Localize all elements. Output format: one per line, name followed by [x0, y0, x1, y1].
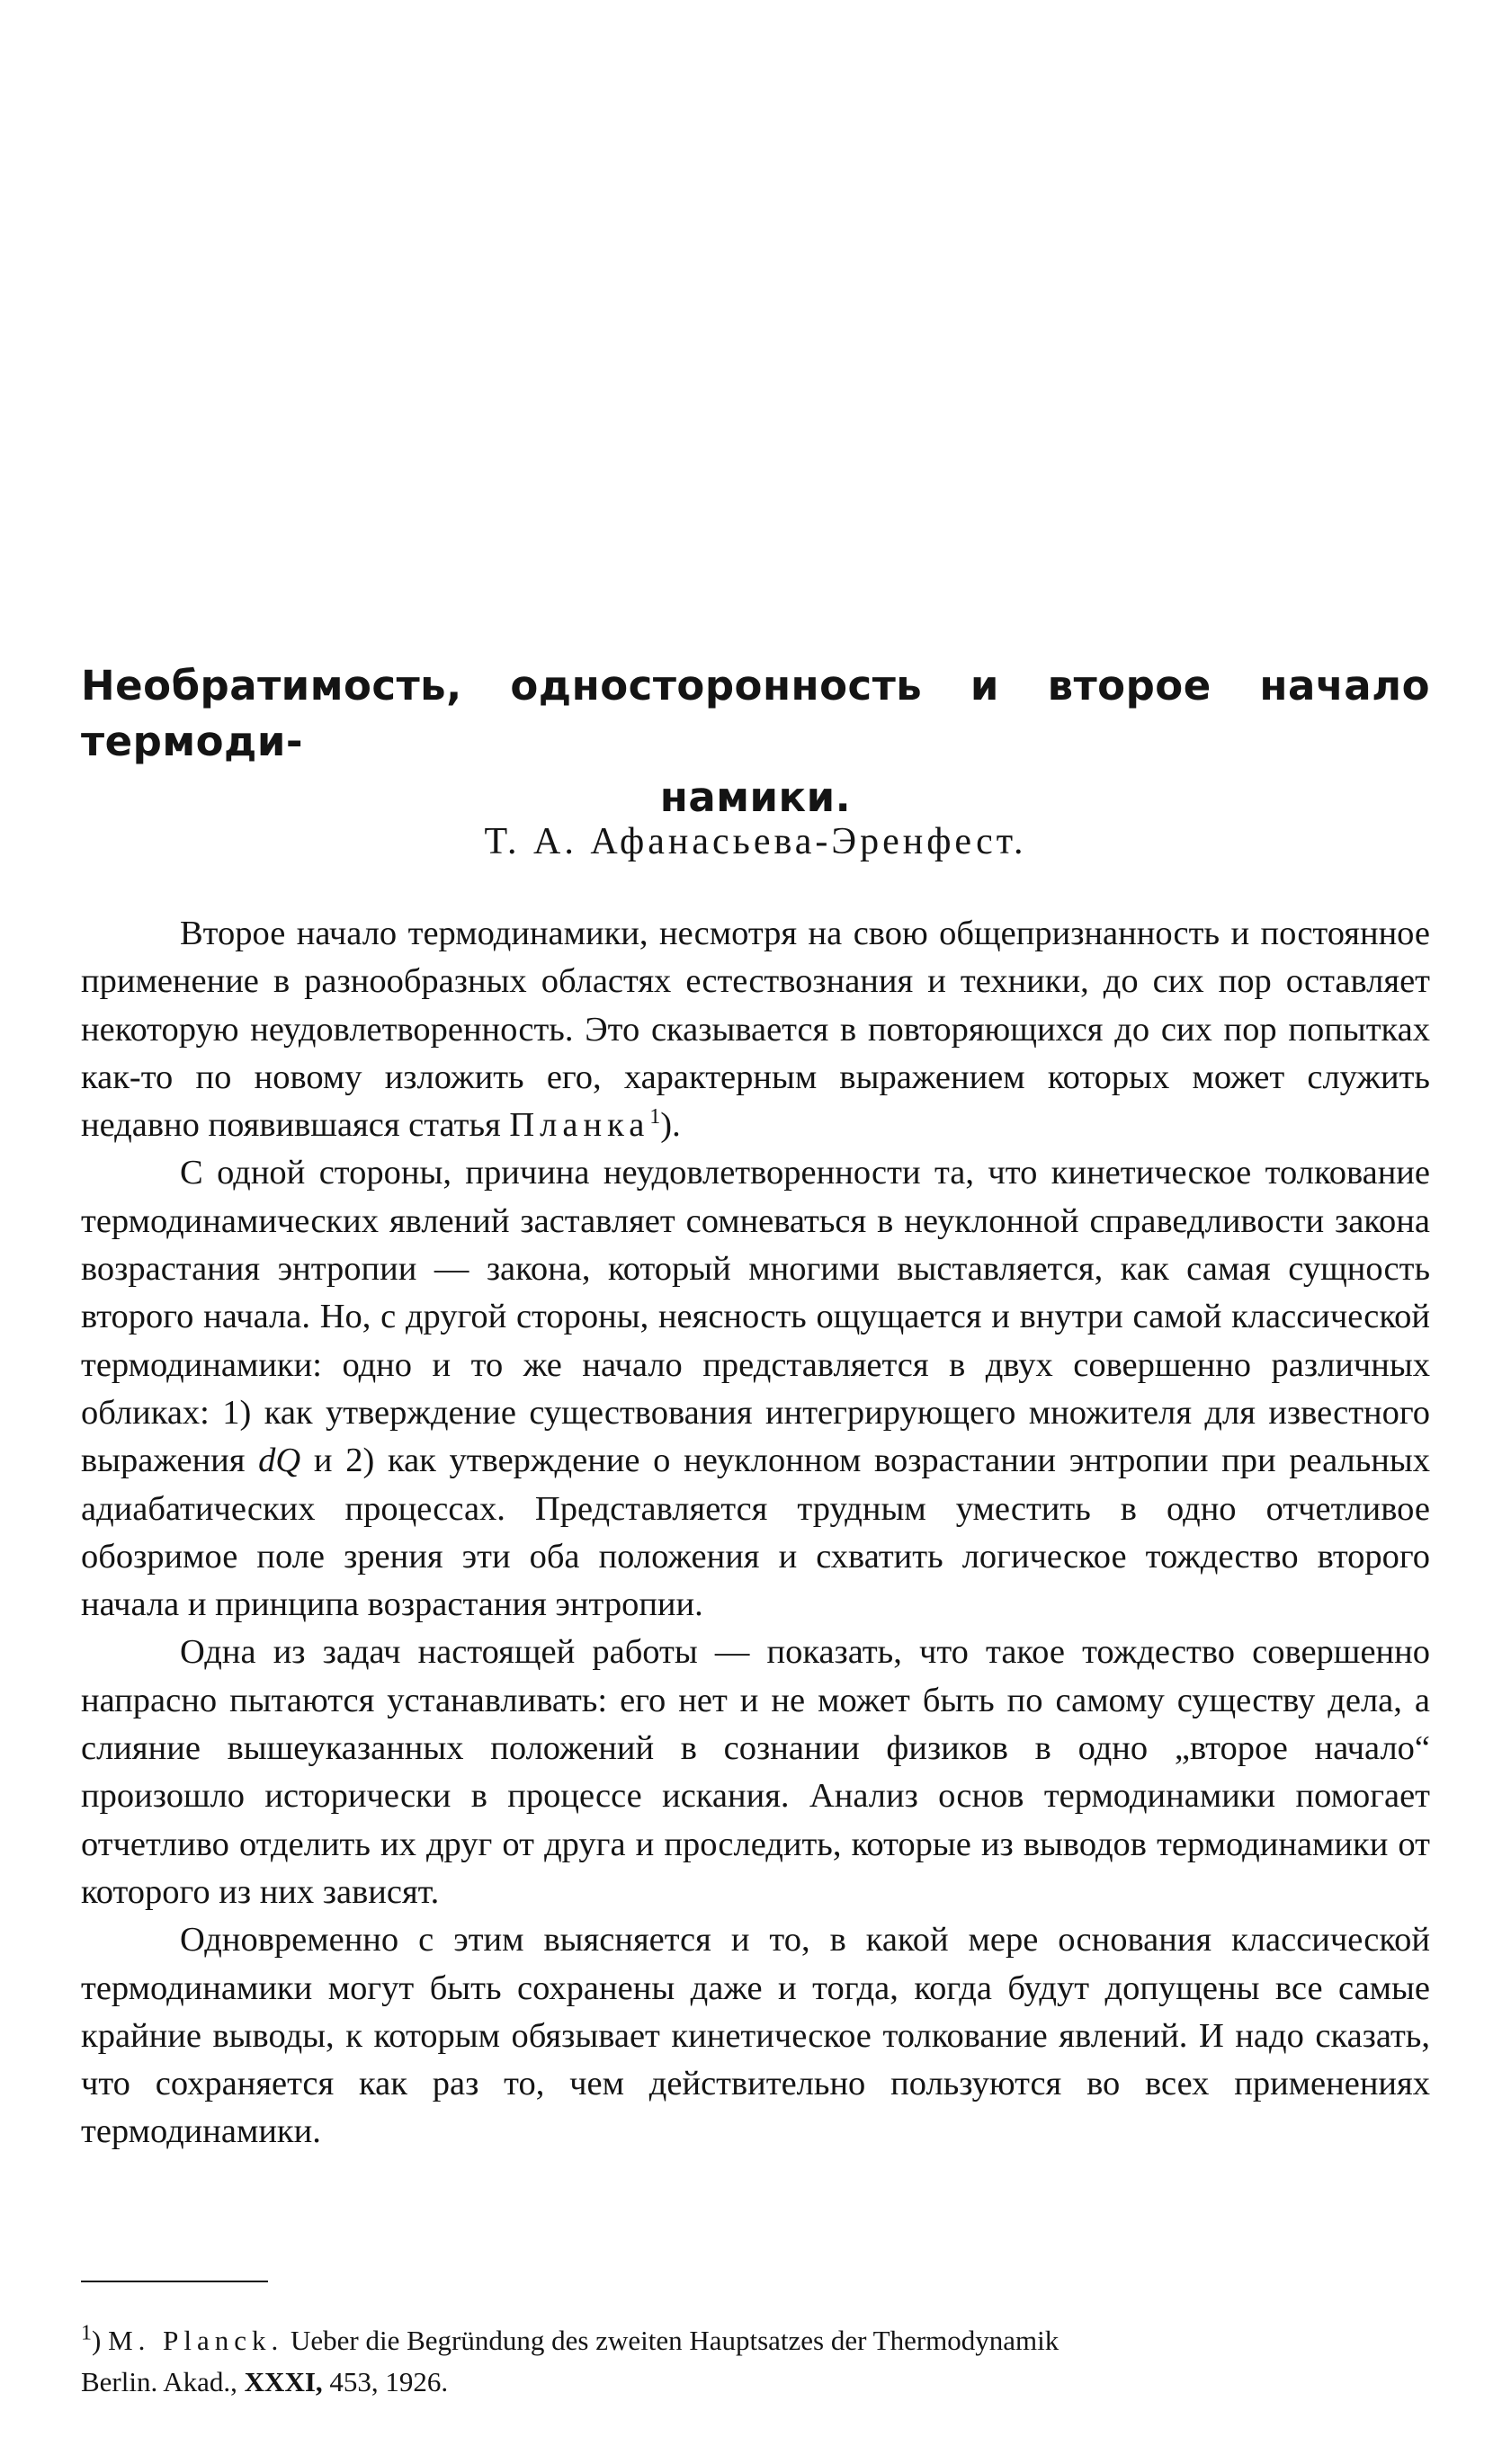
footnote-1 [81, 2320, 1430, 2403]
article-title-line-2: намики. [659, 773, 852, 821]
paragraph-2-text-b: и 2) как утверждение о неуклонном возрастании энтропии при реальных адиабатических процессах. Представляется трудным уместить в одно отчетливое обозримое поле зрения эти оба положения и схватить логическое тождество второго начала и принципа возрастания энтропии. [81, 1442, 1430, 1624]
footnote-volume: XXXI, [244, 2366, 323, 2397]
paragraph-4: Одновременно с этим выясняется и то, в какой мере основания классической термодинамики могут быть сохранены даже и тогда, когда будут допущены все самые крайние выводы, к которым обязывает кинетическое толкование явлений. И надо сказать, что сохраняется как раз то, чем действительно пользуются во всех применениях термодинамики. [81, 1921, 1430, 2151]
paragraph-2-text-a: С одной стороны, причина неудовлетворенности та, что кинетическое толкование термодинамических явлений заставляет сомневаться в неуклонной справедливости закона возрастания энтропии — закона, который многими выставляется, как самая сущность второго начала. Но, с другой стороны, неясность ощущается и внутри самой классической термодинамики: одно и то же начало представляется в двух совершенно различных обликах: 1) как утверждение существования интегрирующего множителя для известного выражения [81, 1154, 1430, 1480]
footnote-source: Berlin. Akad., [81, 2366, 237, 2397]
paragraph-1 [81, 910, 1430, 1149]
cited-author: Планка [509, 1106, 650, 1145]
footnote-marker-close: ) [92, 2325, 102, 2356]
paragraph-2 [81, 1149, 1430, 1629]
footnote-marker: 1 [81, 2321, 92, 2345]
paragraph-1-text: Второе начало термодинамики, несмотря на свою общепризнанность и постоянное применение в разнообразных областях естествознания и техники, до сих пор оставляет некоторую неудовлетворенность. Это сказывается в повторяющихся до сих пор попытках как-то по новому изложить его, характерным выражением которых может служить недавно появившаяся статья [81, 915, 1430, 1145]
footnote-ref-1[interactable]: 1 [649, 1105, 661, 1129]
footnote-1-line-1 [81, 2320, 1430, 2361]
footnote-divider [81, 2281, 268, 2282]
footnote-author: M. Planck. [108, 2325, 284, 2356]
formula-dq: dQ [258, 1442, 301, 1480]
article-title-line-1: Необратимость, односторонность и второе начало термоди- [81, 662, 1430, 765]
footnote-pages-year: 453, 1926. [329, 2366, 449, 2397]
paragraph-1-end: ). [660, 1106, 681, 1145]
article-title [81, 658, 1430, 826]
paragraph-3: Одна из задач настоящей работы — показать, что такое тождество совершенно напрасно пытаются устанавливать: его нет и не может быть по самому существу дела, а слияние вышеуказанных положений в сознании физиков в одно „второе начало“ произошло исторически в процессе искания. Анализ основ термодинамики помогает отчетливо отделить их друг от друга и проследить, которые из выводов термодинамики от которого из них зависят. [81, 1633, 1430, 1911]
article-body [81, 910, 1430, 2156]
page [81, 0, 1430, 2464]
author-name: Т. А. Афанасьева-Эренфест. [484, 821, 1027, 862]
footnote-title: Ueber die Begründung des zweiten Hauptsatzes der Thermodynamik [291, 2325, 1059, 2356]
